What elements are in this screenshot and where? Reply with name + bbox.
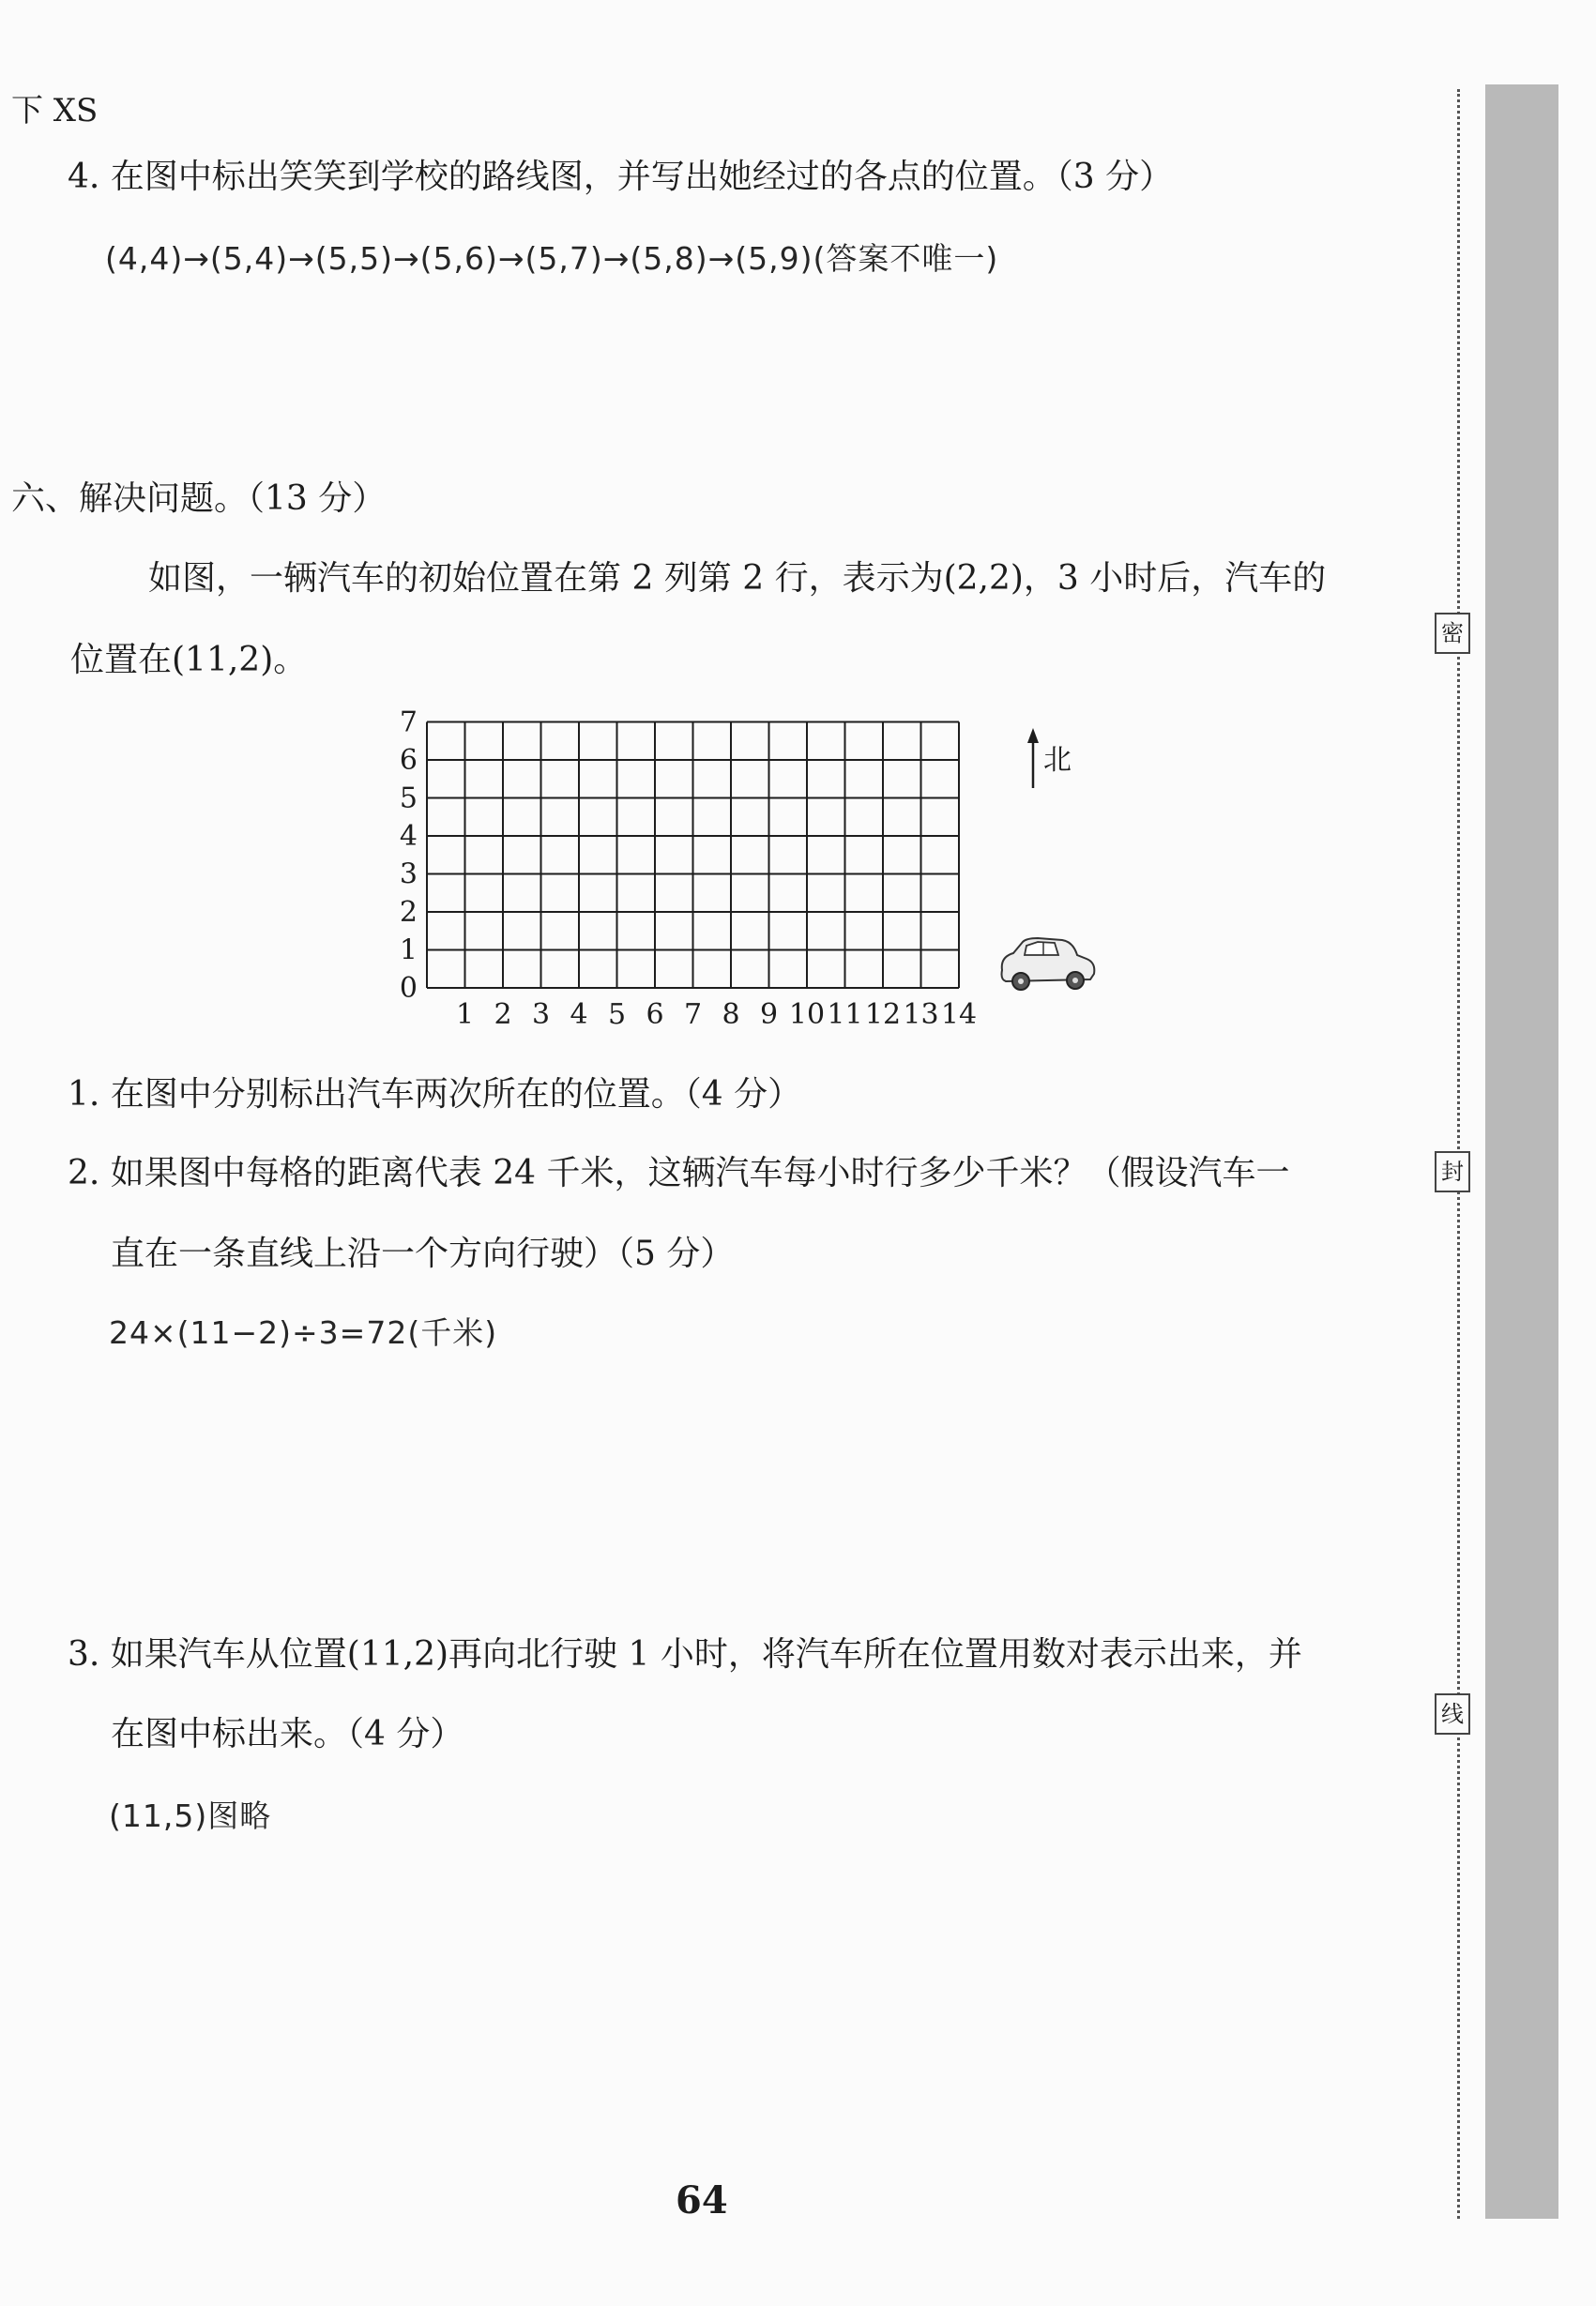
x-axis-label: 10 — [788, 998, 826, 1031]
x-axis-label: 7 — [683, 998, 703, 1031]
seal-xian: 线 — [1435, 1693, 1470, 1735]
seal-feng: 封 — [1435, 1151, 1470, 1192]
y-axis-label: 2 — [399, 896, 418, 929]
q3-answer: (11,5)图略 — [109, 1798, 272, 1834]
q3-line1: 3. 如果汽车从位置(11,2)再向北行驶 1 小时，将汽车所在位置用数对表示出来，并 — [68, 1635, 1302, 1674]
section6-title: 六、解决问题。（13 分） — [11, 479, 387, 518]
y-axis-labels — [400, 706, 418, 1006]
x-axis-label: 13 — [903, 998, 939, 1031]
y-axis-label: 6 — [399, 744, 418, 777]
x-axis-label: 2 — [494, 998, 512, 1031]
y-axis-label: 4 — [399, 820, 418, 853]
page-number: 64 — [676, 2178, 728, 2223]
car-icon — [1002, 938, 1095, 990]
q2-line1: 2. 如果图中每格的距离代表 24 千米，这辆汽车每小时行多少千米？（假设汽车一 — [68, 1154, 1290, 1192]
y-axis-label: 1 — [399, 933, 418, 967]
north-arrow-icon — [1027, 728, 1039, 788]
y-axis-label: 3 — [399, 857, 418, 891]
section6-intro-line2: 位置在(11,2)。 — [70, 641, 308, 679]
x-axis-label: 11 — [827, 998, 863, 1031]
binding-margin-band — [1485, 84, 1558, 2219]
compass-label: 北 — [1043, 744, 1072, 777]
x-axis-label: 5 — [607, 998, 627, 1031]
x-axis-label: 3 — [531, 998, 551, 1031]
section6-intro-line1: 如图，一辆汽车的初始位置在第 2 列第 2 行，表示为(2,2)，3 小时后，汽车的 — [148, 559, 1327, 598]
x-axis-label: 9 — [759, 998, 779, 1031]
grid-lines — [427, 722, 959, 989]
y-axis-label: 7 — [399, 705, 418, 739]
q3-line2: 在图中标出来。（4 分） — [111, 1715, 464, 1753]
coordinate-grid — [375, 704, 1107, 1041]
q4-answer: (4,4)→(5,4)→(5,5)→(5,6)→(5,7)→(5,8)→(5,9)(答案不唯一) — [105, 240, 999, 277]
q2-answer: 24×(11−2)÷3=72(千米) — [109, 1314, 498, 1351]
y-axis-label: 0 — [399, 972, 418, 1005]
header-tag: 下 XS — [11, 92, 99, 129]
y-axis-label: 5 — [399, 781, 418, 815]
x-axis-label: 4 — [570, 998, 588, 1031]
q4-prompt: 4. 在图中标出笑笑到学校的路线图，并写出她经过的各点的位置。（3 分） — [68, 158, 1174, 196]
seal-mi: 密 — [1435, 613, 1470, 654]
x-axis-label: 12 — [864, 998, 902, 1031]
x-axis-label: 6 — [646, 998, 664, 1031]
x-axis-labels — [456, 998, 977, 1031]
x-axis-label: 14 — [940, 998, 978, 1031]
x-axis-label: 1 — [455, 998, 475, 1031]
q1-text: 1. 在图中分别标出汽车两次所在的位置。（4 分） — [68, 1075, 802, 1114]
q2-line2: 直在一条直线上沿一个方向行驶）（5 分） — [111, 1235, 735, 1273]
x-axis-label: 8 — [722, 998, 740, 1031]
